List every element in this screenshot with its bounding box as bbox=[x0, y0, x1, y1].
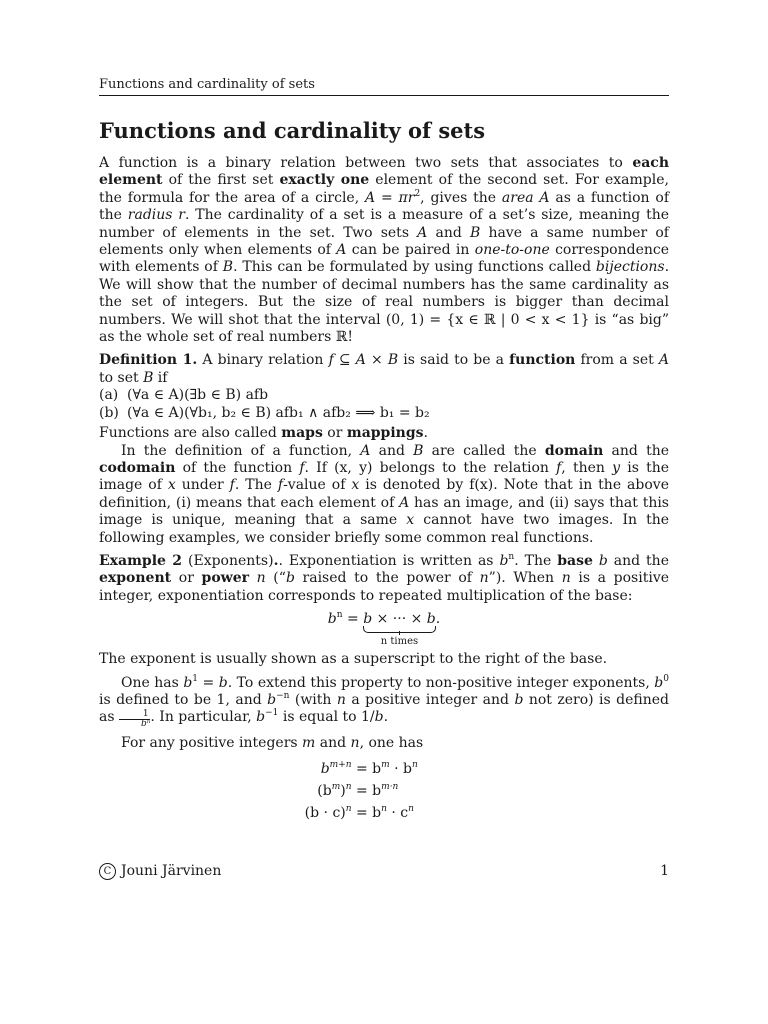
display-equation: $b^n = b$ × ··· × b n times . bbox=[99, 611, 669, 649]
definition-paragraph: Definition 1. A binary relation f ⊆ A × B is said to be a function from a set A to set B if bbox=[99, 352, 670, 386]
definition-item-a: (a) (∀a ∈ A)(∃b ∈ B) afb bbox=[99, 387, 269, 404]
maps-paragraph: Functions are also called maps or mappings. bbox=[99, 425, 428, 442]
running-head: Functions and cardinality of sets bbox=[99, 77, 315, 92]
identity-row: $(b^m)^n$ = $b^{m\cdot n}$ bbox=[317, 782, 399, 800]
definition-label: Definition 1. bbox=[99, 352, 198, 369]
body-text bbox=[99, 155, 669, 825]
identity-row: $b^{m+n}$ = $b^m \cdot b^n$ bbox=[320, 760, 418, 778]
one-has-paragraph: One has $b^1 = b$. To extend this property to non-positive integer exponents, $b^0$ is defined to be 1, and $b^{-n}$ (with n a positive integer and b not zero) is defined as $\frac{1}{\text{bⁿ}}$ . In particular, $b^{-1}$ is equal to 1/b. bbox=[99, 673, 669, 730]
section-title: Functions and cardinality of sets bbox=[99, 118, 486, 143]
domain-paragraph: In the definition of a function, A and B are called the domain and the codomain of the function f. If (x, y) belongs to the relation f, then y is the image of x under f. The f-value of x is denoted by f(x). Note that in the above definition, (i) means that each element of A has an image, and (ii) says that this image is unique, meaning that a same x cannot have two images. In the following examples, we consider briefly some common real functions. bbox=[99, 442, 670, 546]
example-paragraph: Example 2 (Exponents).. Exponentiation is written as $b^n$. The base b and the exponent or power n (“b raised to the power of n”). When n is a positive integer, exponentiation corresponds to repeated multiplication of the base: bbox=[99, 551, 670, 604]
definition-item-b: (b) (∀a ∈ A)(∀b₁, b₂ ∈ B) afb₁ ∧ afb₂ ⟹ b₁ = b₂ bbox=[99, 404, 430, 421]
copyright-icon: C bbox=[99, 863, 116, 880]
underbrace: b × ··· × b n times bbox=[363, 611, 436, 628]
header-rule bbox=[99, 95, 669, 96]
author-name: Jouni Järvinen bbox=[121, 863, 222, 879]
page-number: 1 bbox=[660, 863, 669, 879]
exponent-identities bbox=[99, 759, 669, 825]
fraction: $\frac{1}{\text{bⁿ}}$ bbox=[119, 710, 150, 729]
superscript-paragraph: The exponent is usually shown as a superscript to the right of the base. bbox=[99, 651, 608, 668]
positive-integers-paragraph: For any positive integers m and n, one has bbox=[121, 735, 424, 752]
identity-row: $(b \cdot c)^n$ = $b^n \cdot c^n$ bbox=[304, 804, 414, 822]
example-label: Example 2 bbox=[99, 552, 183, 569]
intro-paragraph: A function is a binary relation between two sets that associates to each element of the first set exactly one element of the second set. For example, the formula for the area of a circle, $A = \pi r^2$, gives the area A as a function of the radius r. The cardinality of a set is a measure of a set’s size, meaning the number of elements in the set. Two sets A and B have a same number of elements only when elements of A can be paired in one-to-one correspondence with elements of B. This can be formulated by using functions called bijections. We will show that the number of decimal numbers has the same cardinality as the set of integers. But the size of real numbers is bigger than decimal numbers. We will shot that the interval (0, 1) = {x ∈ ℝ | 0 < x < 1} is “as big” as the whole set of real numbers ℝ! bbox=[99, 155, 670, 346]
underbrace-label: n times bbox=[380, 636, 419, 648]
